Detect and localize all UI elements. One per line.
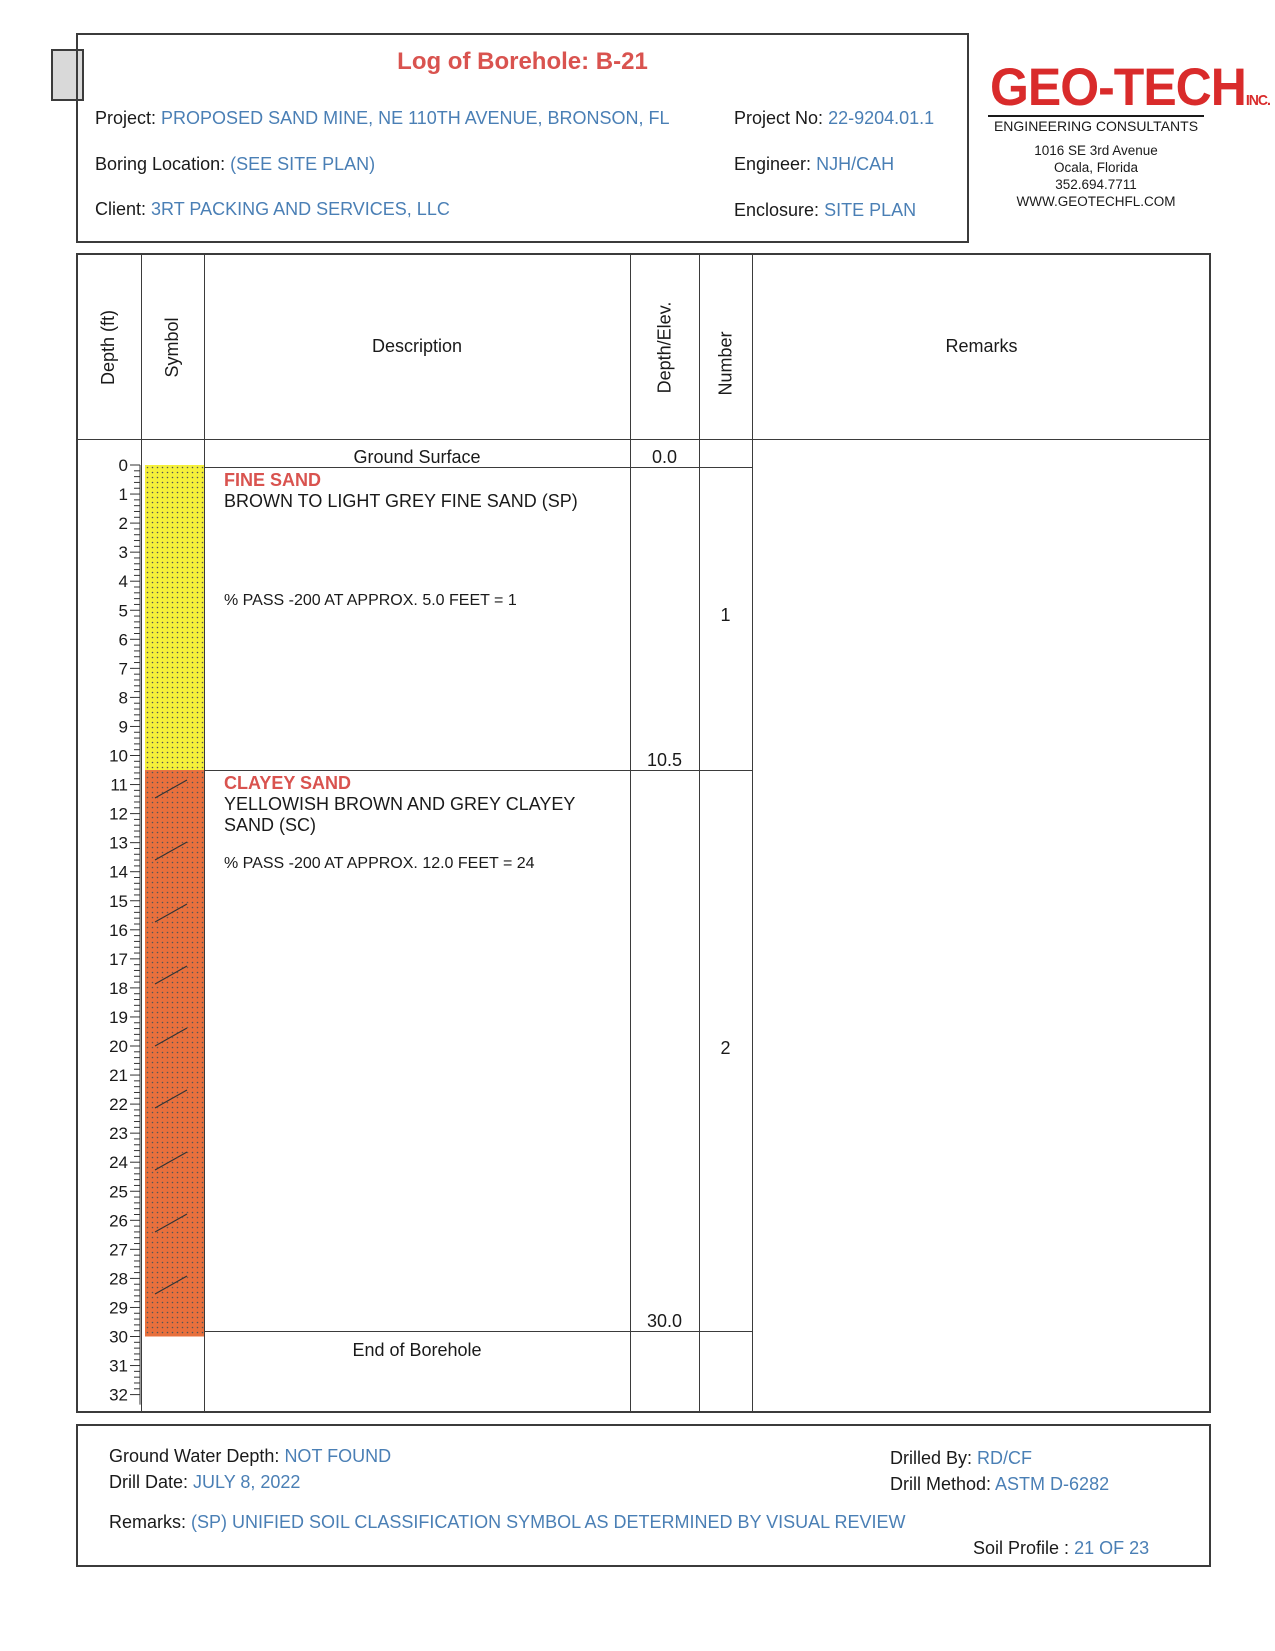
- company-logo: [990, 57, 1270, 118]
- description-header-label: Description: [371, 336, 463, 356]
- col-divider: [752, 253, 753, 1413]
- engineer-value: NJH/CAH: [816, 154, 895, 174]
- layer-description: BROWN TO LIGHT GREY FINE SAND (SP): [224, 491, 578, 511]
- logo-suffix: INC.: [1245, 91, 1270, 108]
- ground-surface-label: Ground Surface: [353, 447, 481, 467]
- depth-tick-label: 10: [109, 746, 128, 766]
- layer-name: FINE SAND: [224, 470, 322, 490]
- logo-subtitle: ENGINEERING CONSULTANTS: [993, 118, 1199, 134]
- depth-tick-label: 23: [109, 1124, 128, 1144]
- symbol-header-label: Symbol: [162, 317, 182, 378]
- boring-value: (SEE SITE PLAN): [230, 154, 376, 174]
- remarks-value: (SP) UNIFIED SOIL CLASSIFICATION SYMBOL AS DETERMINED BY VISUAL REVIEW: [191, 1512, 906, 1532]
- water-depth-label: Ground Water Depth:: [109, 1446, 280, 1466]
- depth-tick-label: 17: [109, 949, 128, 969]
- soil-profile-value: 21 OF 23: [1074, 1538, 1150, 1558]
- company-phone: 352.694.7711: [1055, 177, 1137, 192]
- project-row: [95, 108, 670, 129]
- layer-bottom-depth: 30.0: [646, 1311, 683, 1331]
- company-address: [988, 142, 1204, 210]
- depth-tick-label: 28: [109, 1269, 128, 1289]
- layer-clayey-sand: [224, 773, 624, 836]
- depth-tick-label: 11: [110, 775, 128, 795]
- layer-fine-sand: [224, 470, 624, 512]
- depth-tick-label: 22: [109, 1095, 128, 1115]
- drill-date-value: JULY 8, 2022: [193, 1472, 301, 1492]
- soil-layer-clay-hatch: [145, 770, 204, 1336]
- depth-tick-label: 4: [118, 572, 128, 592]
- depth-tick-label: 16: [109, 920, 128, 940]
- drill-method-row: [890, 1474, 1109, 1495]
- depth-tick-label: 30: [109, 1327, 128, 1347]
- depth-tick-label: 24: [109, 1153, 128, 1173]
- depth-tick-label: 26: [109, 1211, 128, 1231]
- enclosure-value: SITE PLAN: [824, 200, 917, 220]
- enclosure-label: Enclosure:: [734, 200, 820, 220]
- depth-tick-label: 25: [109, 1182, 128, 1202]
- drill-method-value: ASTM D-6282: [995, 1474, 1110, 1494]
- page-title: Log of Borehole: B-21: [397, 48, 648, 75]
- ground-surface-depth: 0.0: [651, 447, 678, 467]
- project-label: Project:: [95, 108, 157, 128]
- layer-boundary: [204, 1331, 752, 1332]
- depth-tick-label: 2: [118, 514, 128, 534]
- end-of-borehole: End of Borehole: [352, 1340, 482, 1360]
- layer-name: CLAYEY SAND: [224, 773, 352, 793]
- depth-tick-label: 15: [109, 891, 128, 911]
- depth-tick-label: 6: [118, 630, 128, 650]
- sample-number: 1: [720, 605, 731, 625]
- soil-profile-label: Soil Profile :: [973, 1538, 1070, 1558]
- water-depth-row: [109, 1446, 391, 1467]
- depth-tick-label: 19: [109, 1007, 128, 1027]
- soil-profile-row: [973, 1538, 1149, 1559]
- project-no-row: [734, 108, 934, 129]
- depth-tick-label: 9: [118, 717, 128, 737]
- remarks-label: Remarks:: [109, 1512, 187, 1532]
- layer-boundary: [204, 770, 752, 771]
- drilled-by-label: Drilled By:: [890, 1448, 973, 1468]
- depth-tick-label: 13: [109, 833, 128, 853]
- company-website: WWW.GEOTECHFL.COM: [1016, 194, 1176, 209]
- client-value: 3RT PACKING AND SERVICES, LLC: [151, 199, 450, 219]
- depth-tick-label: 7: [118, 659, 128, 679]
- project-no-label: Project No:: [734, 108, 824, 128]
- client-row: [95, 199, 450, 220]
- depth-tick-label: 20: [109, 1037, 128, 1056]
- depth-tick-label: 32: [109, 1385, 128, 1405]
- depth-tick-label: 3: [118, 543, 128, 563]
- depth-tick-label: 31: [109, 1356, 128, 1376]
- water-depth-value: NOT FOUND: [284, 1446, 392, 1466]
- depth-tick-label: 0: [118, 456, 128, 475]
- drilled-by-value: RD/CF: [977, 1448, 1033, 1468]
- layer-description: YELLOWISH BROWN AND GREY CLAYEY SAND (SC): [224, 794, 576, 835]
- depth-tick-label: 29: [109, 1298, 128, 1318]
- header-divider: [76, 439, 1211, 440]
- drill-date-row: [109, 1472, 300, 1493]
- depth-tick-label: 1: [118, 485, 128, 505]
- project-value: PROPOSED SAND MINE, NE 110TH AVENUE, BRONSON, FL: [161, 108, 670, 128]
- drill-method-label: Drill Method:: [890, 1474, 992, 1494]
- depth-tick-label: 5: [118, 601, 128, 621]
- enclosure-row: [734, 200, 916, 221]
- depth-tick-label: 8: [118, 688, 128, 708]
- depth-tick-label: 14: [109, 862, 128, 882]
- depth-tick-label: 12: [109, 804, 128, 824]
- layer-note: % PASS -200 AT APPROX. 12.0 FEET = 24: [224, 855, 535, 872]
- soil-layer-dots: [145, 465, 204, 770]
- depth-tick-label: 18: [109, 978, 128, 998]
- address-line-1: 1016 SE 3rd Avenue: [1034, 143, 1158, 158]
- layer-note: % PASS -200 AT APPROX. 5.0 FEET = 1: [224, 592, 517, 609]
- project-no-value: 22-9204.01.1: [828, 108, 935, 128]
- drill-date-label: Drill Date:: [109, 1472, 189, 1492]
- layer-boundary: [204, 467, 752, 468]
- depth-elev-header-label: Depth/Elev.: [654, 301, 675, 394]
- boring-row: [95, 154, 375, 175]
- number-header-label: Number: [715, 331, 736, 396]
- symbol-column-header: [141, 253, 204, 439]
- sample-number: 2: [720, 1038, 731, 1058]
- soil-symbol-column: [145, 440, 204, 1413]
- remarks-header-label: Remarks: [945, 336, 1018, 356]
- address-line-2: Ocala, Florida: [1053, 160, 1139, 175]
- layer-bottom-depth: 10.5: [646, 750, 683, 770]
- boring-label: Boring Location:: [95, 154, 226, 174]
- drilled-by-row: [890, 1448, 1032, 1469]
- depth-tick-label: 21: [109, 1066, 128, 1086]
- depth-column-header: [76, 253, 141, 439]
- logo-name: GEO-TECH: [990, 57, 1246, 117]
- depth-elev-column-header: [630, 253, 699, 439]
- engineer-row: [734, 154, 894, 175]
- remarks-row: [109, 1512, 906, 1533]
- logo-divider: [988, 115, 1204, 117]
- number-column-header: [699, 253, 752, 439]
- depth-tick-label: 27: [109, 1240, 128, 1260]
- engineer-label: Engineer:: [734, 154, 812, 174]
- client-label: Client:: [95, 199, 147, 219]
- depth-header-label: Depth (ft): [98, 309, 118, 386]
